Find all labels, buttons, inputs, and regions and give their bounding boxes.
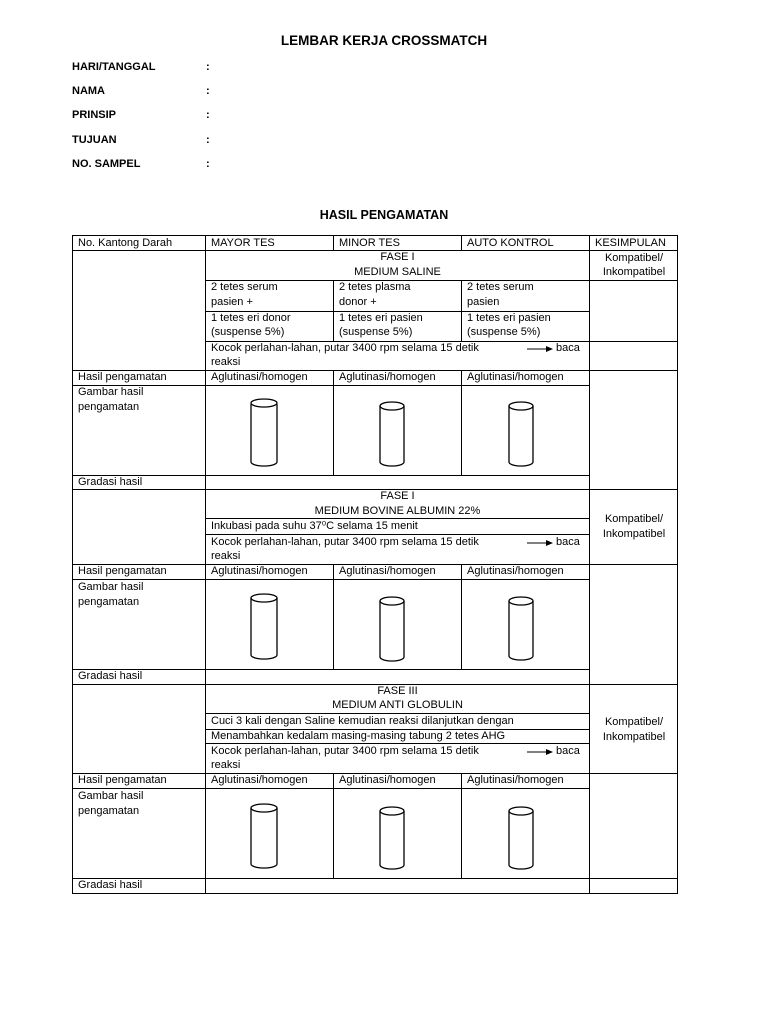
mix-instruction: baca: [556, 745, 580, 757]
auto-erythrocyte: 1 tetes eri pasien: [467, 312, 551, 324]
field-colon: :: [206, 134, 210, 146]
field-label-nama: NAMA: [72, 85, 105, 97]
page-title: LEMBAR KERJA CROSSMATCH: [280, 33, 488, 48]
wash-instruction: Cuci 3 kali dengan Saline kemudian reaksi dilanjutkan dengan: [211, 715, 514, 727]
minor-reagent: donor +: [339, 296, 377, 308]
phase-medium: MEDIUM SALINE: [354, 266, 441, 278]
conclusion-label: Inkompatibel: [602, 731, 666, 743]
test-tube-icon: [380, 402, 404, 466]
row-label-hasil: Hasil pengamatan: [78, 565, 167, 577]
row-label-gambar: Gambar hasil: [78, 581, 144, 593]
section-title: HASIL PENGAMATAN: [319, 208, 449, 222]
test-tube-icon: [509, 402, 533, 466]
auto-reagent: pasien: [467, 296, 500, 308]
result-minor: Aglutinasi/homogen: [339, 371, 436, 383]
mayor-erythrocyte: 1 tetes eri donor: [211, 312, 291, 324]
result-auto: Aglutinasi/homogen: [467, 565, 564, 577]
row-label-hasil: Hasil pengamatan: [78, 774, 167, 786]
phase-title: FASE III: [377, 685, 418, 697]
incubation-instruction: Inkubasi pada suhu 37⁰C selama 15 menit: [211, 520, 418, 532]
mix-instruction: reaksi: [211, 759, 241, 771]
field-colon: :: [206, 85, 210, 97]
phase-medium: MEDIUM BOVINE ALBUMIN 22%: [314, 505, 481, 517]
field-label-hari-tanggal: HARI/TANGGAL: [72, 61, 156, 73]
mayor-reagent: 2 tetes serum: [211, 281, 278, 293]
test-tube-icon: [380, 807, 404, 869]
header-mayor: MAYOR TES: [211, 237, 275, 249]
conclusion-label: Inkompatibel: [602, 266, 666, 278]
row-label-gradasi: Gradasi hasil: [78, 476, 143, 488]
phase-title: FASE I: [380, 490, 415, 502]
field-colon: :: [206, 61, 210, 73]
test-tube-icon: [509, 807, 533, 869]
row-label-gradasi: Gradasi hasil: [78, 670, 143, 682]
auto-reagent: 2 tetes serum: [467, 281, 534, 293]
result-mayor: Aglutinasi/homogen: [211, 774, 308, 786]
test-tube-icon: [380, 597, 404, 661]
field-label-prinsip: PRINSIP: [72, 109, 117, 121]
header-auto: AUTO KONTROL: [467, 237, 554, 249]
minor-reagent: 2 tetes plasma: [339, 281, 411, 293]
test-tube-icon: [251, 594, 277, 659]
conclusion-label: Kompatibel/: [604, 252, 664, 264]
conclusion-label: Kompatibel/: [604, 716, 664, 728]
field-colon: :: [206, 109, 210, 121]
mayor-reagent: pasien +: [211, 296, 253, 308]
row-label-gradasi: Gradasi hasil: [78, 879, 143, 891]
phase-title: FASE I: [380, 251, 415, 263]
header-kesimpulan: KESIMPULAN: [595, 237, 666, 249]
mix-instruction: Kocok perlahan-lahan, putar 3400 rpm selama 15 detik: [211, 342, 479, 354]
test-tube-icon: [251, 399, 277, 466]
conclusion-label: Kompatibel/: [604, 513, 664, 525]
row-label-hasil: Hasil pengamatan: [78, 371, 167, 383]
result-minor: Aglutinasi/homogen: [339, 774, 436, 786]
minor-suspension: (suspense 5%): [339, 326, 413, 338]
row-label-gambar: pengamatan: [78, 596, 140, 608]
field-colon: :: [206, 158, 210, 170]
mix-instruction: reaksi: [211, 356, 241, 368]
test-tube-icon: [509, 597, 533, 660]
mix-instruction: Kocok perlahan-lahan, putar 3400 rpm selama 15 detik: [211, 745, 479, 757]
row-label-gambar: pengamatan: [78, 805, 140, 817]
mix-instruction: reaksi: [211, 550, 241, 562]
row-label-gambar: pengamatan: [78, 401, 140, 413]
mayor-suspension: (suspense 5%): [211, 326, 285, 338]
row-label-gambar: Gambar hasil: [78, 386, 144, 398]
result-auto: Aglutinasi/homogen: [467, 371, 564, 383]
row-label-gambar: Gambar hasil: [78, 790, 144, 802]
arrow-right-icon: [527, 748, 553, 756]
ahg-instruction: Menambahkan kedalam masing-masing tabung 2 tetes AHG: [211, 730, 506, 742]
minor-erythrocyte: 1 tetes eri pasien: [339, 312, 423, 324]
header-minor: MINOR TES: [339, 237, 400, 249]
mix-instruction: Kocok perlahan-lahan, putar 3400 rpm selama 15 detik: [211, 536, 479, 548]
conclusion-label: Inkompatibel: [602, 528, 666, 540]
auto-suspension: (suspense 5%): [467, 326, 541, 338]
result-auto: Aglutinasi/homogen: [467, 774, 564, 786]
arrow-right-icon: [527, 345, 553, 353]
result-mayor: Aglutinasi/homogen: [211, 371, 308, 383]
phase-medium: MEDIUM ANTI GLOBULIN: [332, 699, 463, 711]
result-minor: Aglutinasi/homogen: [339, 565, 436, 577]
test-tube-icon: [251, 804, 277, 868]
header-kantong: No. Kantong Darah: [78, 237, 173, 249]
result-mayor: Aglutinasi/homogen: [211, 565, 308, 577]
mix-instruction: baca: [556, 536, 580, 548]
field-label-no-sampel: NO. SAMPEL: [72, 158, 141, 170]
field-label-tujuan: TUJUAN: [72, 134, 117, 146]
mix-instruction: baca: [556, 342, 580, 354]
arrow-right-icon: [527, 539, 553, 547]
